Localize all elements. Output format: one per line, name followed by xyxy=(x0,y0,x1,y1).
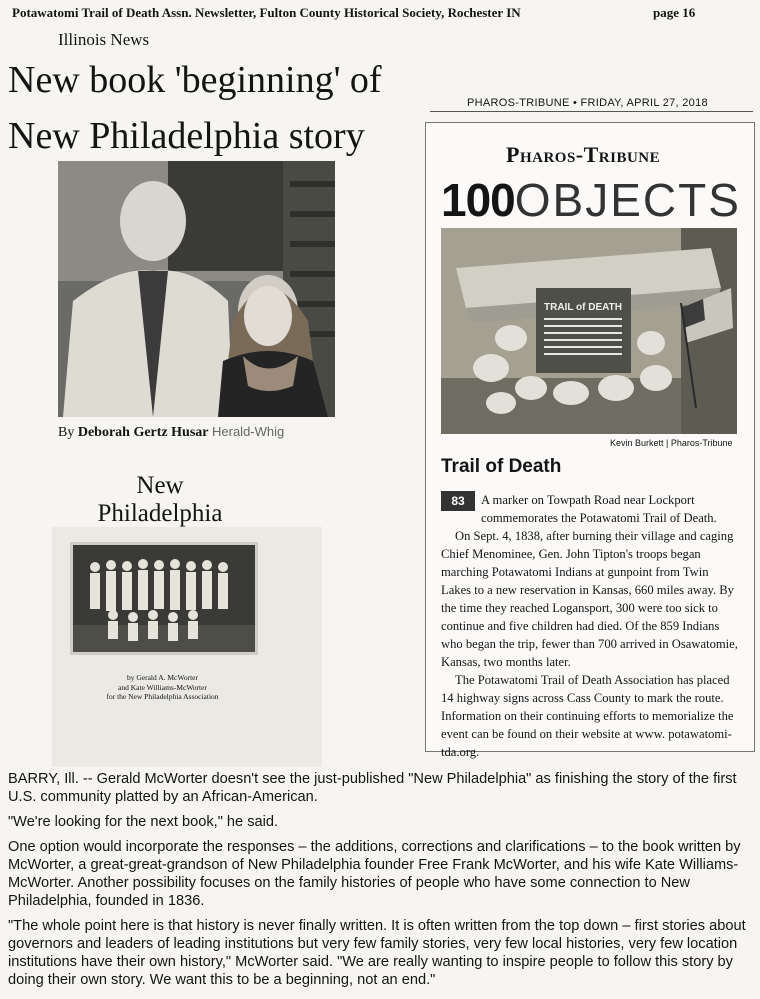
marker-sign-text: TRAIL of DEATH xyxy=(544,302,622,313)
clipping-paragraph: On Sept. 4, 1838, after burning their village and caging Chief Menominee, Gen. John Tipton's troops began marching Potawatomi Indians at gunpoint from Twin Lakes to a new reservation in Kansas, 660 miles away. By the time they reached Logansport, 300 were too sick to continue and five children had died. Of the 859 Indians who began the trip, fewer than 700 arrived in Osawatomie, Kansas, two months later. xyxy=(441,529,738,669)
clipping-body xyxy=(441,491,741,761)
series-word: OBJECTS xyxy=(514,174,741,226)
headline-line-2: New Philadelphia story xyxy=(8,115,365,157)
byline-author: Deborah Gertz Husar xyxy=(77,425,209,440)
series-title xyxy=(441,175,741,225)
article-paragraph: "The whole point here is that history is never finally written. It is often written from the top down – first stories about governors and leaders of leading institutions but very few family stories, very few local histories, very few location institutions have their own history," McWorter said. "We are really wanting to inspire people to follow this story by doing their own story. We want this to be a beginning, not an end." xyxy=(8,918,746,988)
clipping-heading: Trail of Death xyxy=(441,456,562,477)
book-title xyxy=(80,472,240,528)
clipping-paragraph: A marker on Towpath Road near Lockport commemorates the Potawatomi Trail of Death. xyxy=(481,493,717,525)
article-paragraph: One option would incorporate the responses – the additions, corrections and clarifications – to the book written by McWorter, a great-great-grandson of New Philadelphia founder Free Frank McWorter, and his wife Kate Williams-McWorter. Another possibility focuses on the family histories of people who have some connection to New Philadelphia, founded in 1836. xyxy=(8,839,741,909)
newsletter-header: Potawatomi Trail of Death Assn. Newsletter, Fulton County Historical Society, Rochester IN xyxy=(12,5,521,20)
object-number-badge: 83 xyxy=(441,491,475,511)
book-credit-line-3: for the New Philadelphia Association xyxy=(106,692,219,701)
photo-credit: Kevin Burkett | Pharos-Tribune xyxy=(610,438,733,448)
article-paragraph: BARRY, Ill. -- Gerald McWorter doesn't see the just-published "New Philadelphia" as finishing the story of the first U.S. community platted by an African-American. xyxy=(8,771,737,805)
headline-line-1: New book 'beginning' of xyxy=(8,59,382,101)
article-paragraph: "We're looking for the next book," he said. xyxy=(8,814,279,830)
book-cover-photo xyxy=(70,542,258,655)
book-title-line-2: Philadelphia xyxy=(97,500,223,527)
byline-prefix: By xyxy=(58,425,78,440)
book-title-line-1: New xyxy=(136,472,184,499)
article-body xyxy=(8,770,752,996)
trail-marker-graphic xyxy=(441,228,737,434)
series-number: 100 xyxy=(441,174,515,226)
pharos-dateline: PHAROS-TRIBUNE • FRIDAY, APRIL 27, 2018 xyxy=(467,97,708,109)
authors-photo-graphic xyxy=(58,161,335,417)
byline xyxy=(58,424,284,441)
book-credit-line-2: and Kate Williams-McWorter xyxy=(118,682,207,692)
group-photo-graphic xyxy=(73,545,255,652)
book-credit-line-1: by Gerald A. McWorter xyxy=(126,673,199,682)
authors-photo xyxy=(58,161,335,417)
section-kicker: Illinois News xyxy=(58,30,150,49)
pharos-masthead: Pharos-Tribune xyxy=(506,142,661,167)
book-credit xyxy=(95,673,230,702)
byline-source: Herald-Whig xyxy=(212,424,285,439)
headline xyxy=(8,52,382,164)
clipping-paragraph: The Potawatomi Trail of Death Association has placed 14 highway signs across Cass County to mark the route. Information on their continuing efforts to memorialize the event can be found on their website at www. potawatomi-tda.org. xyxy=(441,673,734,759)
trail-marker-photo xyxy=(441,228,737,434)
page-number: page 16 xyxy=(653,5,696,20)
dateline-rule xyxy=(430,111,753,112)
